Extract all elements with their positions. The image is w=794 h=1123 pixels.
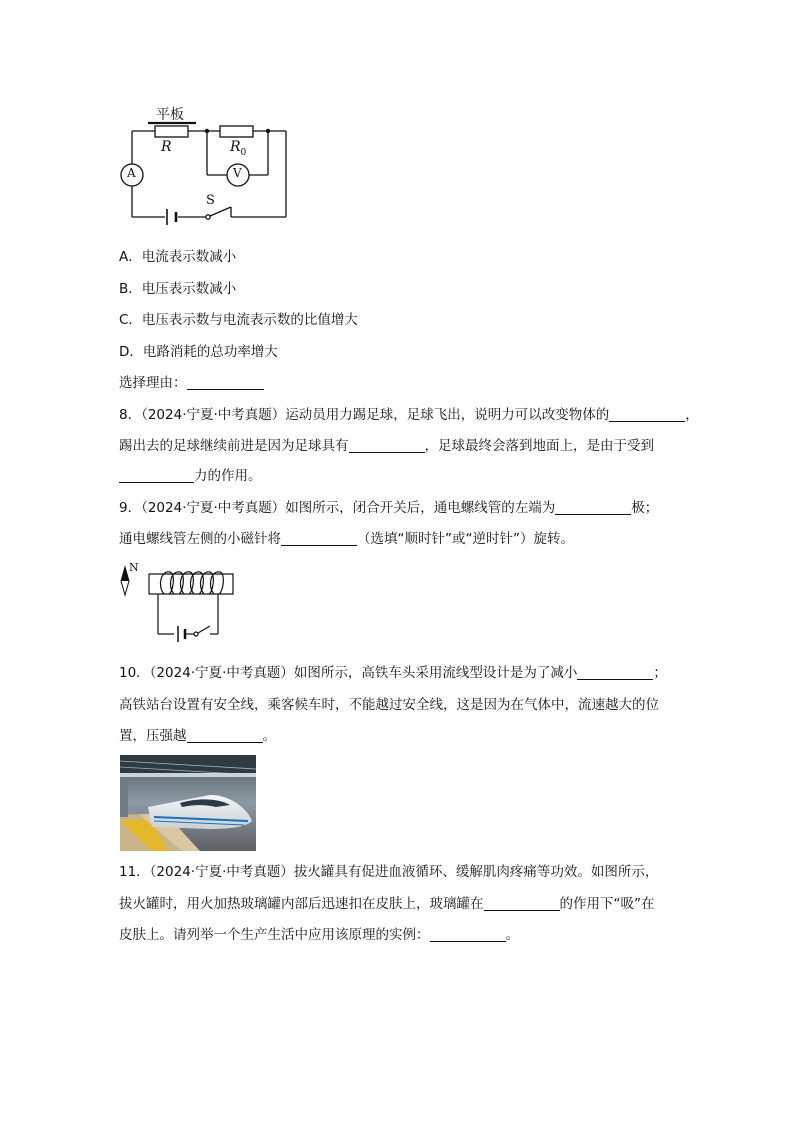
q9-text2a: 通电螺线管左侧的小磁针将 <box>119 531 281 547</box>
solenoid-diagram <box>114 562 239 644</box>
q8-line1 <box>119 405 699 425</box>
voltmeter-label: V <box>233 166 242 180</box>
q9-line2 <box>119 529 574 549</box>
q11-blank2[interactable] <box>430 927 506 942</box>
option-a: A．电流表示数减小 <box>119 249 237 265</box>
resistor-r0-subscript: 0 <box>240 147 247 158</box>
resistor-r-label: R <box>161 139 172 155</box>
q9-text2b: （选填“顺时针”或“逆时针”）旋转。 <box>357 531 574 547</box>
q11-text3a: 皮肤上。请列举一个生产生活中应用该原理的实例： <box>119 927 430 943</box>
q10-line1 <box>119 663 667 683</box>
reason-blank[interactable] <box>187 375 264 390</box>
plate-label: 平板 <box>156 107 184 123</box>
q8-text3: 力的作用。 <box>194 468 262 484</box>
q9-text1a: 9．（2024·宁夏·中考真题）如图所示，闭合开关后，通电螺线管的左端为 <box>119 500 556 516</box>
q8-blank1[interactable] <box>609 407 685 422</box>
q9-text1b: 极； <box>631 500 659 516</box>
q8-blank2[interactable] <box>349 438 425 453</box>
q11-line1: 11．（2024·宁夏·中考真题）拔火罐具有促进血液循环、缓解肌肉疼痛等功效。如图所示， <box>119 864 659 880</box>
ammeter-label: A <box>127 166 136 180</box>
q10-line2: 高铁站台设置有安全线，乘客候车时，不能越过安全线，这是因为在气体中，流速越大的位 <box>119 697 659 713</box>
q9-blank2[interactable] <box>281 531 357 546</box>
q8-line2 <box>119 436 654 456</box>
q11-blank1[interactable] <box>484 896 560 911</box>
q10-text1b: ； <box>653 665 667 681</box>
q8-blank3[interactable] <box>119 468 194 483</box>
option-b: B．电压表示数减小 <box>119 281 237 297</box>
q11-text2b: 的作用下“吸”在 <box>559 896 655 912</box>
q10-text3b: 。 <box>262 728 276 744</box>
option-d: D．电路消耗的总功率增大 <box>119 344 278 360</box>
q11-text2a: 拔火罐时，用火加热玻璃罐内部后迅速扣在皮肤上，玻璃罐在 <box>119 896 484 912</box>
q10-line3 <box>119 726 276 746</box>
q10-blank1[interactable] <box>577 665 653 680</box>
q11-line2 <box>119 894 655 914</box>
q11-text3b: 。 <box>505 927 519 943</box>
switch-label: S <box>206 193 215 208</box>
q10-text1a: 10．（2024·宁夏·中考真题）如图所示，高铁车头采用流线型设计是为了减小 <box>119 665 578 681</box>
q8-text1: 8．（2024·宁夏·中考真题）运动员用力踢足球，足球飞出，说明力可以改变物体的 <box>119 407 610 423</box>
q11-line3 <box>119 925 519 945</box>
q8-line3 <box>119 466 262 486</box>
q9-line1 <box>119 498 658 518</box>
q10-blank2[interactable] <box>187 728 263 743</box>
high-speed-train-photo <box>120 755 256 851</box>
option-c: C．电压表示数与电流表示数的比值增大 <box>119 312 358 328</box>
resistor-r0-letter: R <box>230 139 241 155</box>
q9-blank1[interactable] <box>555 500 631 515</box>
reason-line <box>119 373 264 393</box>
q8-text2a: 踢出去的足球继续前进是因为足球具有 <box>119 438 349 454</box>
q8-text2b: ，足球最终会落到地面上，是由于受到 <box>424 438 654 454</box>
reason-label: 选择理由： <box>119 375 187 391</box>
needle-n-label: N <box>129 561 139 574</box>
q10-text3a: 置，压强越 <box>119 728 187 744</box>
q8-text1b: ， <box>685 407 699 423</box>
resistor-r0-label <box>230 139 246 158</box>
